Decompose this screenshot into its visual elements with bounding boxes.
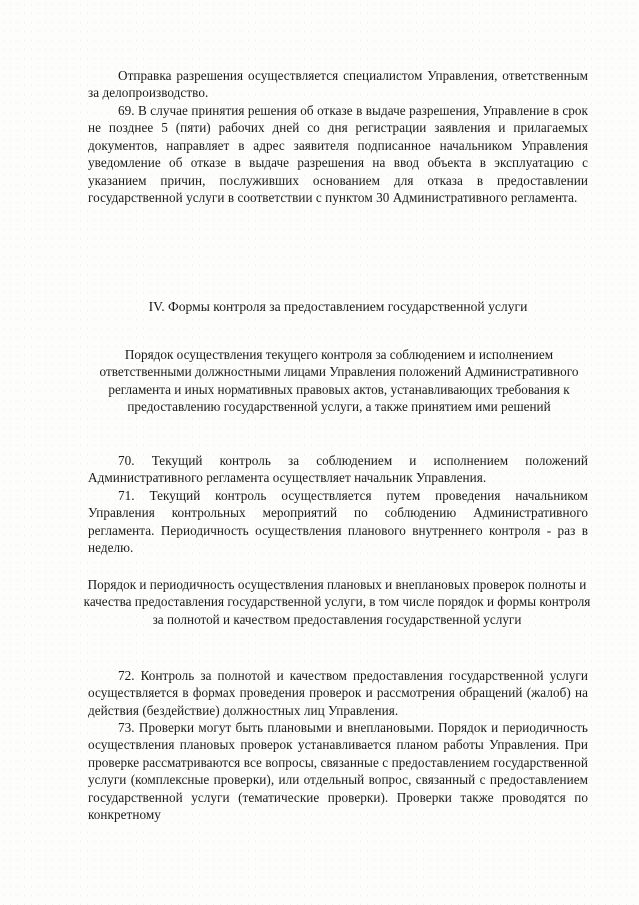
- section-iv-heading: IV. Формы контроля за предоставлением государственной услуги: [148, 299, 528, 314]
- paragraph-70: 70. Текущий контроль за соблюдением и исполнением положений Административного регламента осуществляет начальник Управления.: [88, 453, 588, 486]
- current-control-heading: Порядок осуществления текущего контроля за соблюдением и исполнением ответственными должностными лицами Управления положений Административного регламента и иных нормативных правовых актов, устанавливающих требования к предоставлению государственной услуги, а также принятием ими решений: [99, 347, 579, 415]
- paragraph-sending: Отправка разрешения осуществляется специалистом Управления, ответственным за делопроизводство.: [88, 68, 588, 101]
- periodic-checks-heading: Порядок и периодичность осуществления плановых и внеплановых проверок полноты и качества предоставления государственной услуги, в том числе порядок и формы контроля за полнотой и качеством предоставления государственной услуги: [83, 577, 591, 627]
- paragraph-71: 71. Текущий контроль осуществляется путем проведения начальником Управления контрольных мероприятий по соблюдению Административного регламента. Периодичность осуществления планового внутреннего контроля - раз в неделю.: [88, 488, 588, 556]
- paragraph-69: 69. В случае принятия решения об отказе в выдаче разрешения, Управление в срок не позднее 5 (пяти) рабочих дней со дня регистрации заявления и прилагаемых документов, направляет в адрес заявителя подписанное начальником Управления уведомление об отказе в выдаче разрешения на ввод объекта в эксплуатацию с указанием причин, послуживших основанием для отказа в предоставлении государственной услуги в соответствии с пунктом 30 Административного регламента.: [88, 103, 588, 206]
- paragraph-72: 72. Контроль за полнотой и качеством предоставления государственной услуги осуществляется в формах проведения проверок и рассмотрения обращений (жалоб) на действия (бездействие) должностных лиц Управления.: [88, 668, 588, 718]
- paragraph-73: 73. Проверки могут быть плановыми и внеплановыми. Порядок и периодичность осуществления плановых проверок устанавливается планом работы Управления. При проверке рассматриваются все вопросы, связанные с предоставлением государственной услуги (комплексные проверки), или отдельный вопрос, связанный с предоставлением государственной услуги (тематические проверки). Проверки также проводятся по конкретному: [88, 720, 588, 823]
